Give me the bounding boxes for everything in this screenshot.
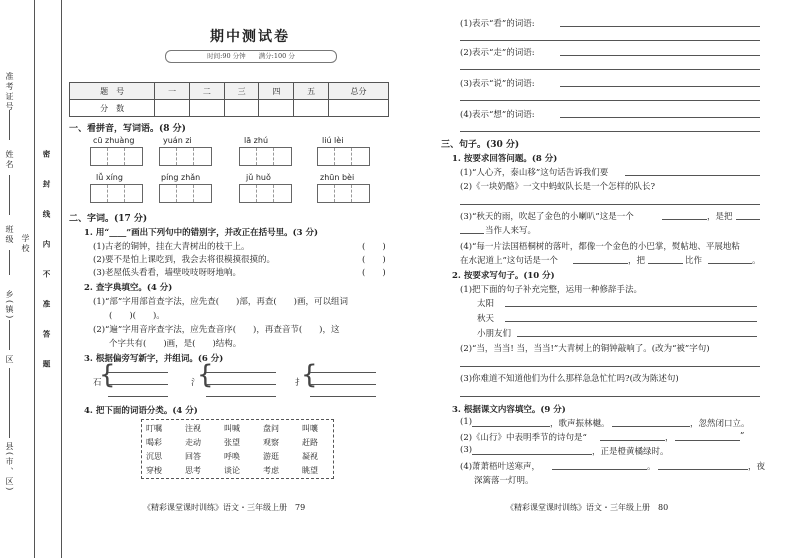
classify-look: (1)表示“看”的词语: — [460, 19, 535, 29]
question-item: (3)你难道不知道他们为什么那样急急忙忙吗?(改为陈述句) — [460, 374, 679, 384]
question-item: ，正是橙黄橘绿时。 — [592, 447, 669, 457]
score-cell[interactable] — [190, 100, 225, 117]
word: 考虑 — [263, 466, 279, 475]
answer-grid[interactable] — [159, 184, 212, 203]
score-header: 总分 — [328, 83, 388, 100]
answer-paren[interactable]: ( ) — [362, 255, 386, 265]
question-item: 深篱落一灯明。 — [474, 476, 534, 486]
word: 叮嘱 — [146, 424, 162, 433]
question-item: (2)《一块奶酪》一文中蚂蚁队长是一个怎样的队长? — [460, 182, 656, 192]
name-label: 姓名 — [5, 150, 14, 170]
answer-grid[interactable] — [90, 147, 143, 166]
radical: 石 — [93, 378, 102, 388]
exam-number-label: 准考证号 — [5, 72, 14, 112]
question-2-1: 1. 用“____”画出下列句中的错别字，并改正在括号里。(3 分) — [84, 228, 319, 238]
exam-info: 时间:90 分钟 满分:100 分 — [165, 50, 337, 63]
sentence-start: 小朋友们 — [477, 329, 512, 339]
class-label: 班级 — [5, 225, 14, 245]
school-label: 学校 — [21, 234, 30, 254]
sentence-start: 秋天 — [477, 314, 495, 324]
word: 思考 — [185, 466, 201, 475]
county-label: 县(市、区) — [5, 442, 14, 493]
question-3-1: 1. 按要求回答问题。(8 分) — [452, 154, 558, 164]
word: 叫喊 — [224, 424, 240, 433]
answer-grid[interactable] — [159, 147, 212, 166]
answer-paren[interactable]: ( ) — [362, 242, 386, 252]
seal-char: 封 — [42, 180, 51, 188]
question-2-2: 2. 查字典填空。(4 分) — [84, 283, 173, 293]
question-item: ” — [740, 431, 745, 441]
score-header: 五 — [294, 83, 329, 100]
question-item: (3)“秋天的雨，吹起了金色的小喇叭”这是一个 — [460, 212, 634, 222]
score-cell[interactable] — [224, 100, 259, 117]
question-item: ，夜 — [748, 462, 766, 472]
seal-char: 密 — [42, 150, 51, 158]
question-3-3: 3. 根据课文内容填空。(9 分) — [452, 405, 566, 415]
page-title: 期中测试卷 — [210, 29, 290, 45]
question-item: ， — [665, 433, 674, 443]
word: 张望 — [224, 438, 240, 447]
pinyin: cū zhuàng — [93, 136, 135, 145]
word: 穿梭 — [146, 466, 162, 475]
footer-right: 《精彩课堂课时训练》语文・三年级上册 80 — [506, 503, 669, 512]
question-item: (3)老屋低头看看，墙壁吱吱呀呀地响。 — [93, 268, 242, 278]
score-cell[interactable] — [294, 100, 329, 117]
pinyin: píng zhǎn — [161, 173, 201, 182]
word: 眺望 — [302, 466, 318, 475]
question-3-2: 2. 按要求写句子。(10 分) — [452, 271, 555, 281]
question-item: ( )( )。 — [109, 311, 165, 321]
question-item: ，是把 — [707, 212, 733, 222]
seal-char: 准 — [42, 300, 51, 308]
word: 赶路 — [302, 438, 318, 447]
word: 回答 — [185, 452, 201, 461]
classify-think: (4)表示“想”的词语: — [460, 110, 535, 120]
pinyin: lā zhú — [244, 136, 269, 145]
radical: 扌 — [295, 378, 304, 388]
word: 走动 — [185, 438, 201, 447]
district-label: 区 — [5, 355, 14, 365]
binding-strip — [34, 0, 62, 558]
seal-char: 不 — [42, 270, 51, 278]
score-cell[interactable] — [259, 100, 294, 117]
score-header: 三 — [224, 83, 259, 100]
pinyin: jǔ huǒ — [246, 173, 271, 182]
question-2-3: 3. 根据偏旁写新字，并组词。(6 分) — [84, 354, 224, 364]
word: 游逛 — [263, 452, 279, 461]
question-item: (1)“人心齐，泰山移”这句话告诉我们要 — [460, 168, 609, 178]
question-item: (1)古老的铜钟，挂在大青树出的枝干上。 — [93, 242, 250, 252]
classify-walk: (2)表示“走”的词语: — [460, 48, 535, 58]
seal-char: 内 — [42, 240, 51, 248]
word: 叫嚷 — [302, 424, 318, 433]
score-cell[interactable] — [328, 100, 388, 117]
question-item: (2)要不是怕上课吃到，我会去将很模摸很摸的。 — [93, 255, 276, 265]
question-item: (3) — [460, 445, 473, 455]
sentence-start: 太阳 — [477, 299, 495, 309]
township-label: 乡(镇) — [5, 290, 14, 321]
seal-char: 答 — [42, 330, 51, 338]
word: 盘问 — [263, 424, 279, 433]
question-item: ，忽然闭口立。 — [690, 419, 750, 429]
score-header: 四 — [259, 83, 294, 100]
answer-grid[interactable] — [317, 147, 370, 166]
answer-grid[interactable] — [239, 184, 292, 203]
question-item: (4)萧萧梧叶送寒声， — [460, 462, 541, 472]
pinyin: zhūn bèi — [320, 173, 355, 182]
word: 呼唤 — [224, 452, 240, 461]
score-header: 题 号 — [70, 83, 155, 100]
section-1-heading: 一、看拼音，写词语。(8 分) — [69, 124, 186, 134]
question-item: ，歌声振林樾。 — [550, 419, 610, 429]
question-item: 当作人来写。 — [485, 226, 537, 236]
score-header: 一 — [155, 83, 190, 100]
binding-margin — [0, 0, 34, 558]
question-item: 在水泥道上”这句话是一个 — [460, 256, 558, 266]
word: 沉思 — [146, 452, 162, 461]
question-item: ，把 — [628, 256, 646, 266]
question-item: 比作 — [685, 256, 703, 266]
score-header: 二 — [190, 83, 225, 100]
question-item: (1)“部”字用部首查字法，应先查( )部，再查( )画，可以组词 — [93, 297, 348, 307]
word-box — [141, 419, 334, 479]
radical: 氵 — [191, 378, 200, 388]
answer-grid[interactable] — [317, 184, 370, 203]
footer-left: 《精彩课堂课时训练》语文・三年级上册 79 — [143, 503, 306, 512]
score-table — [69, 82, 389, 117]
pinyin: lǚ xíng — [96, 173, 123, 182]
answer-paren[interactable]: ( ) — [362, 268, 386, 278]
question-item: 。 — [647, 462, 656, 472]
score-cell[interactable] — [155, 100, 190, 117]
question-item: (4)“每一片法国梧桐树的落叶，都像一个金色的小巴掌，熨帖地、平展地粘 — [460, 242, 740, 252]
score-row-label: 分 数 — [70, 100, 155, 117]
word: 谈论 — [224, 466, 240, 475]
question-item: (2)“当，当当! 当，当当!”大青树上的铜钟敲响了。(改为“被”字句) — [460, 344, 710, 354]
word: 注视 — [185, 424, 201, 433]
word: 观察 — [263, 438, 279, 447]
answer-grid[interactable] — [90, 184, 143, 203]
classify-say: (3)表示“说”的词语: — [460, 79, 535, 89]
question-item: (2)“遍”字用音序查字法，应先查音序( )，再查音节( )，这 — [93, 325, 340, 335]
question-item: (1) — [460, 417, 473, 427]
question-item: 。 — [752, 256, 761, 266]
seal-char: 线 — [42, 210, 51, 218]
word: 凝视 — [302, 452, 318, 461]
question-item: (1)把下面的句子补充完整，运用一种修辞手法。 — [460, 285, 643, 295]
pinyin: liú lèi — [322, 136, 344, 145]
question-2-4: 4. 把下面的词语分类。(4 分) — [84, 406, 198, 416]
word: 喝彩 — [146, 438, 162, 447]
question-item: 个字共有( )画，是( )结构。 — [109, 339, 242, 349]
question-item: (2)《山行》中表明季节的诗句是“ — [460, 433, 587, 443]
seal-char: 题 — [42, 360, 51, 368]
section-3-heading: 三、句子。(30 分) — [441, 140, 520, 150]
section-2-heading: 二、字词。(17 分) — [69, 214, 148, 224]
pinyin: yuán zi — [163, 136, 192, 145]
answer-grid[interactable] — [239, 147, 292, 166]
